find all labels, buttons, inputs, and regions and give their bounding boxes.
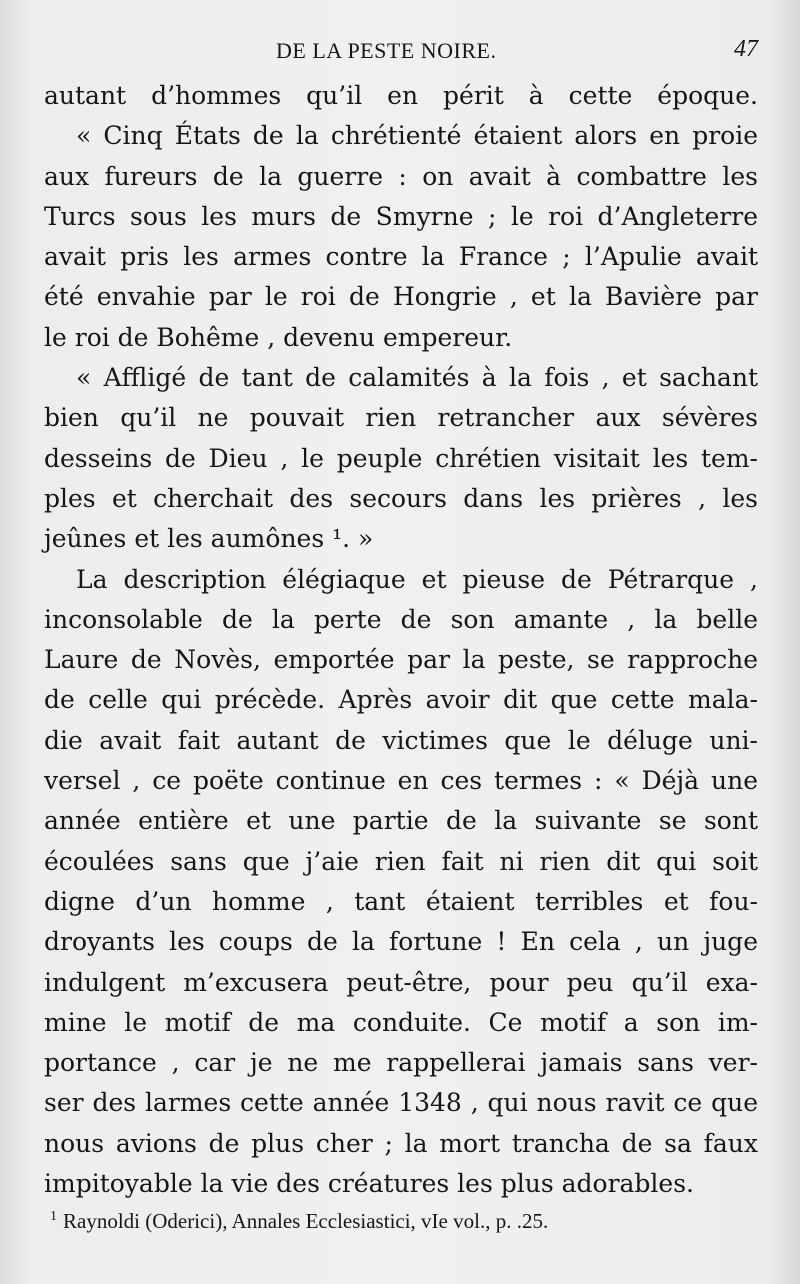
- body-text: [44, 76, 758, 1204]
- text-line: avait pris les armes contre la France ; l’Apulie avait: [44, 242, 758, 272]
- text-line: mine le motif de ma conduite. Ce motif a son im-: [44, 1007, 758, 1037]
- footnote-text: Raynoldi (Oderici), Annales Ecclesiastici, vIe vol., p. .25.: [63, 1209, 549, 1233]
- text-line: bien qu’il ne pouvait rien retrancher aux sévères: [44, 403, 758, 433]
- text-line: de celle qui précède. Après avoir dit que cette mala-: [44, 685, 758, 715]
- text-line: « Cinq États de la chrétienté étaient alors en proie: [76, 121, 758, 151]
- text-line: le roi de Bohême , devenu empereur.: [44, 322, 513, 352]
- text-line: ples et cherchait des secours dans les prières , les: [44, 483, 758, 513]
- page-header: [44, 36, 760, 72]
- text-line: écoulées sans que j’aie rien fait ni rien dit qui soit: [44, 846, 758, 876]
- text-line: Laure de Novès, emportée par la peste, se rapproche: [44, 645, 758, 675]
- page-number: 47: [734, 36, 758, 62]
- text-line: portance , car je ne me rappellerai jamais sans ver-: [44, 1048, 758, 1078]
- text-line: La description élégiaque et pieuse de Pétrarque ,: [76, 564, 758, 594]
- text-line: Turcs sous les murs de Smyrne ; le roi d’Angleterre: [44, 201, 758, 231]
- footnote: [50, 1209, 750, 1234]
- footnote-marker: 1: [50, 1209, 57, 1224]
- text-line: aux fureurs de la guerre : on avait à combattre les: [44, 161, 758, 191]
- text-line: année entière et une partie de la suivante se sont: [44, 806, 758, 836]
- text-line: die avait fait autant de victimes que le déluge uni-: [44, 725, 758, 755]
- text-line: indulgent m’excusera peut-être, pour peu qu’il exa-: [44, 967, 758, 997]
- text-line: digne d’un homme , tant étaient terribles et fou-: [44, 886, 758, 916]
- text-line: « Affligé de tant de calamités à la fois , et sachant: [76, 363, 758, 393]
- text-line: desseins de Dieu , le peuple chrétien visitait les tem-: [44, 443, 758, 473]
- text-line: impitoyable la vie des créatures les plus adorables.: [44, 1169, 694, 1199]
- text-line: été envahie par le roi de Hongrie , et la Bavière par: [44, 282, 758, 312]
- running-title: DE LA PESTE NOIRE.: [276, 38, 497, 63]
- text-line: droyants les coups de la fortune ! En cela , un juge: [44, 927, 758, 957]
- text-line: versel , ce poëte continue en ces termes : « Déjà une: [44, 766, 758, 796]
- text-line: jeûnes et les aumônes ¹. »: [44, 524, 374, 554]
- text-line: inconsolable de la perte de son amante , la belle: [44, 604, 758, 634]
- text-line: nous avions de plus cher ; la mort trancha de sa faux: [44, 1128, 758, 1158]
- text-line: ser des larmes cette année 1348 , qui nous ravit ce que: [44, 1088, 758, 1118]
- text-line: autant d’hommes qu’il en périt à cette époque.: [44, 81, 758, 110]
